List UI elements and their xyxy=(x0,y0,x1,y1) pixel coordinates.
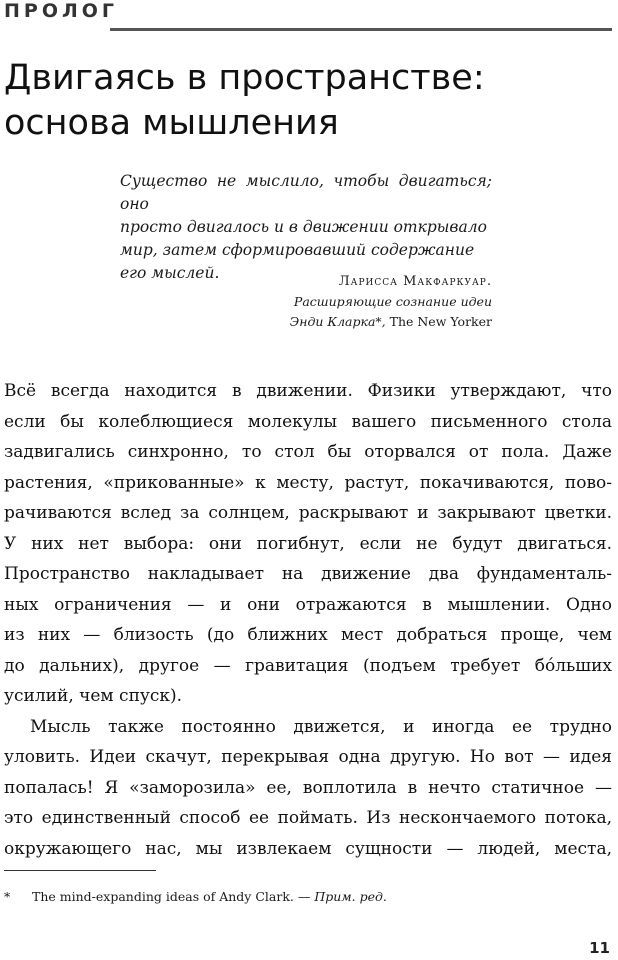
body-line: окружающего нас, мы извлекаем сущности — людей, места, xyxy=(4,838,612,859)
footnote-mark: * xyxy=(4,889,11,904)
epigraph-source-prefix: Энди Кларка*, xyxy=(289,314,390,329)
epigraph-author: Ларисса Макфаркуар. xyxy=(338,274,492,289)
body-line: до дальних), другое — гравитация (подъем требует бóльших xyxy=(4,655,612,676)
epigraph-publication: The New Yorker xyxy=(389,314,492,329)
footnote-editor-note: Прим. ред. xyxy=(314,889,387,904)
epigraph-line: мир, затем сформировавший содержание xyxy=(120,241,475,259)
body-line: попалась! Я «заморозила» ее, воплотила в нечто статичное — xyxy=(4,777,612,798)
epigraph-line: Существо не мыслило, чтобы двигаться; оно xyxy=(120,172,492,213)
epigraph-line: просто двигалось и в движении открывало xyxy=(120,218,487,236)
chapter-title-line-2: основа мышления xyxy=(4,103,339,143)
body-line: усилий, чем спуск). xyxy=(4,686,183,706)
body-line: Пространство накладывает на движение два фундаменталь- xyxy=(4,564,612,584)
page-number: 11 xyxy=(589,939,610,957)
footnote-text: The mind-expanding ideas of Andy Clark. — xyxy=(32,889,315,904)
section-label: ПРОЛОГ xyxy=(4,0,119,22)
chapter-title-line-1: Двигаясь в пространстве: xyxy=(4,58,485,98)
body-text xyxy=(4,376,612,864)
header-rule xyxy=(110,28,612,31)
footnote xyxy=(4,887,604,907)
epigraph-source-line-1: Расширяющие сознание идеи xyxy=(293,294,492,309)
epigraph-quote xyxy=(120,170,492,285)
footnote-rule xyxy=(4,870,156,871)
body-line: растения, «прикованные» к месту, растут, покачиваются, пово- xyxy=(4,472,612,493)
body-line: Мысль также постоянно движется, и иногда ее трудно xyxy=(30,716,612,737)
body-line: Всё всегда находится в движении. Физики утверждают, что xyxy=(4,381,612,401)
epigraph-source-line-2 xyxy=(290,312,492,332)
chapter-title xyxy=(4,56,614,146)
body-line: У них нет выбора: они погибнут, если не будут двигаться. xyxy=(4,533,612,554)
body-line: это единственный способ ее поймать. Из нескончаемого потока, xyxy=(4,808,612,828)
body-line: если бы колеблющиеся молекулы вашего письменного стола xyxy=(4,411,612,432)
body-line: задвигались синхронно, то стол бы оторвался от пола. Даже xyxy=(4,442,612,462)
epigraph-attribution xyxy=(290,272,492,332)
body-line: уловить. Идеи скачут, перекрывая одна другую. Но вот — идея xyxy=(4,747,612,767)
body-line: ных ограничения — и они отражаются в мышлении. Одно xyxy=(4,594,612,615)
body-line: из них — близость (до ближних мест добраться проще, чем xyxy=(4,625,612,645)
body-line: рачиваются вслед за солнцем, раскрывают и закрывают цветки. xyxy=(4,503,612,523)
epigraph-line: его мыслей. xyxy=(120,264,220,282)
